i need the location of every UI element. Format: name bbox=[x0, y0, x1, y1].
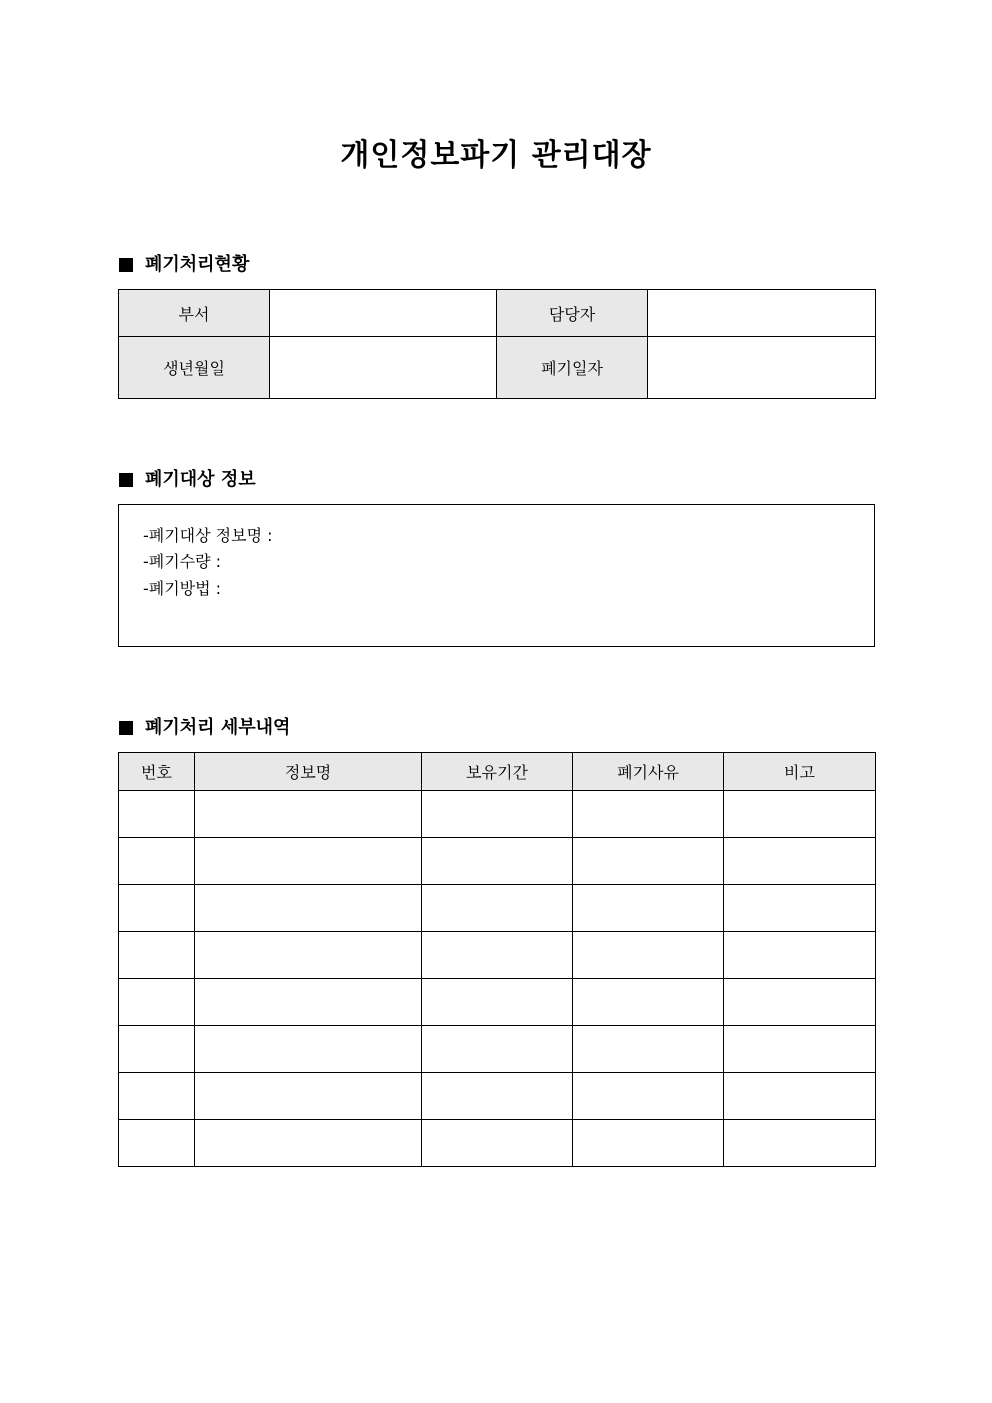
table-cell[interactable] bbox=[119, 1073, 195, 1120]
table-cell[interactable] bbox=[195, 838, 422, 885]
table-cell[interactable] bbox=[573, 979, 724, 1026]
details-table bbox=[118, 752, 876, 1167]
table-cell[interactable] bbox=[422, 979, 573, 1026]
table-cell[interactable] bbox=[422, 791, 573, 838]
table-cell[interactable] bbox=[573, 1026, 724, 1073]
section-heading-details-label: 폐기처리 세부내역 bbox=[145, 717, 291, 738]
column-header-number: 번호 bbox=[119, 753, 195, 791]
column-header-info-name: 정보명 bbox=[195, 753, 422, 791]
table-row bbox=[119, 979, 876, 1026]
column-header-remarks: 비고 bbox=[724, 753, 876, 791]
details-header-row bbox=[119, 753, 876, 791]
birthdate-label: 생년월일 bbox=[119, 337, 270, 399]
table-row bbox=[119, 1073, 876, 1120]
manager-label: 담당자 bbox=[497, 290, 648, 337]
column-header-retention-period: 보유기간 bbox=[422, 753, 573, 791]
table-cell[interactable] bbox=[119, 838, 195, 885]
table-cell[interactable] bbox=[724, 1073, 876, 1120]
table-cell[interactable] bbox=[422, 885, 573, 932]
table-cell[interactable] bbox=[119, 791, 195, 838]
table-cell[interactable] bbox=[422, 1073, 573, 1120]
table-cell[interactable] bbox=[573, 1120, 724, 1167]
table-cell[interactable] bbox=[724, 791, 876, 838]
target-info-box bbox=[118, 504, 875, 647]
table-cell[interactable] bbox=[195, 791, 422, 838]
table-cell[interactable] bbox=[422, 1026, 573, 1073]
birthdate-value[interactable] bbox=[270, 337, 497, 399]
table-cell[interactable] bbox=[195, 1120, 422, 1167]
disposal-date-label: 폐기일자 bbox=[497, 337, 648, 399]
table-cell[interactable] bbox=[573, 932, 724, 979]
table-row bbox=[119, 1120, 876, 1167]
table-cell[interactable] bbox=[119, 932, 195, 979]
table-cell[interactable] bbox=[119, 1120, 195, 1167]
table-cell[interactable] bbox=[573, 791, 724, 838]
target-info-method-line: -폐기방법 : bbox=[143, 579, 222, 598]
status-row bbox=[119, 290, 876, 337]
manager-value[interactable] bbox=[648, 290, 876, 337]
target-info-name-line: -폐기대상 정보명 : bbox=[143, 526, 273, 545]
table-cell[interactable] bbox=[422, 932, 573, 979]
table-cell[interactable] bbox=[195, 885, 422, 932]
table-cell[interactable] bbox=[195, 1026, 422, 1073]
square-bullet-icon bbox=[119, 258, 133, 272]
disposal-date-value[interactable] bbox=[648, 337, 876, 399]
table-row bbox=[119, 1026, 876, 1073]
table-cell[interactable] bbox=[119, 979, 195, 1026]
table-cell[interactable] bbox=[724, 979, 876, 1026]
table-cell[interactable] bbox=[119, 885, 195, 932]
table-cell[interactable] bbox=[422, 1120, 573, 1167]
table-cell[interactable] bbox=[573, 838, 724, 885]
table-cell[interactable] bbox=[573, 1073, 724, 1120]
status-table bbox=[118, 289, 876, 399]
table-row bbox=[119, 885, 876, 932]
page-title: 개인정보파기 관리대장 bbox=[340, 138, 652, 173]
table-cell[interactable] bbox=[724, 1120, 876, 1167]
table-cell[interactable] bbox=[119, 1026, 195, 1073]
column-header-disposal-reason: 폐기사유 bbox=[573, 753, 724, 791]
square-bullet-icon bbox=[119, 721, 133, 735]
table-cell[interactable] bbox=[724, 885, 876, 932]
table-row bbox=[119, 932, 876, 979]
square-bullet-icon bbox=[119, 473, 133, 487]
section-heading-details bbox=[119, 716, 290, 740]
table-row bbox=[119, 838, 876, 885]
table-row bbox=[119, 791, 876, 838]
section-heading-status-label: 폐기처리현황 bbox=[145, 254, 250, 275]
table-cell[interactable] bbox=[422, 838, 573, 885]
target-info-quantity-line: -폐기수량 : bbox=[143, 552, 222, 571]
section-heading-target bbox=[119, 468, 256, 492]
department-label: 부서 bbox=[119, 290, 270, 337]
table-cell[interactable] bbox=[724, 838, 876, 885]
table-cell[interactable] bbox=[195, 1073, 422, 1120]
status-row bbox=[119, 337, 876, 399]
table-cell[interactable] bbox=[724, 1026, 876, 1073]
section-heading-target-label: 폐기대상 정보 bbox=[145, 469, 256, 490]
table-cell[interactable] bbox=[195, 932, 422, 979]
department-value[interactable] bbox=[270, 290, 497, 337]
table-cell[interactable] bbox=[195, 979, 422, 1026]
table-cell[interactable] bbox=[573, 885, 724, 932]
table-cell[interactable] bbox=[724, 932, 876, 979]
section-heading-status bbox=[119, 253, 249, 277]
